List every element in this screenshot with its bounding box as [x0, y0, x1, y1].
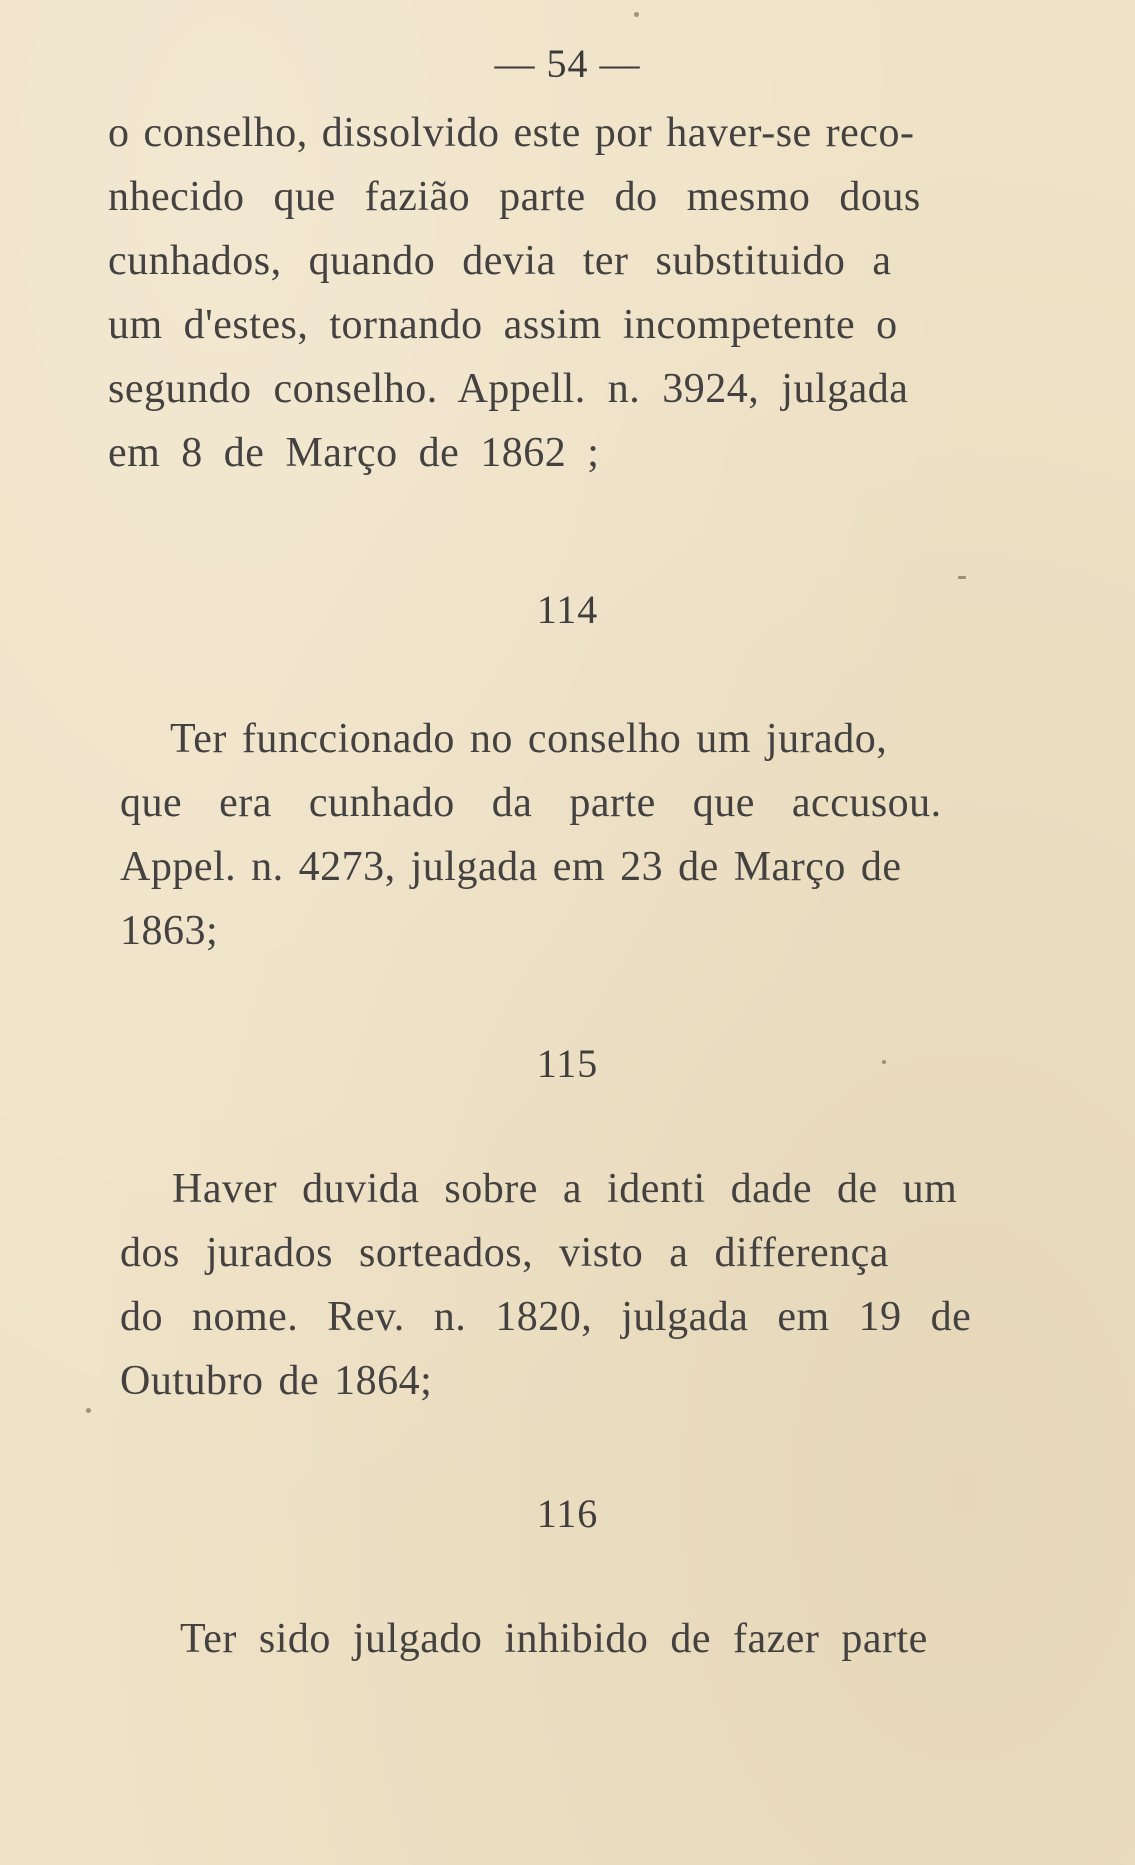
- paper-speck: [958, 576, 966, 579]
- text-line: que era cunhado da parte que accusou.: [120, 780, 942, 826]
- text-line: Outubro de 1864;: [120, 1358, 433, 1404]
- article-number: 114: [536, 587, 599, 632]
- article-number: 116: [536, 1491, 599, 1536]
- text-line: Ter sido julgado inhibido de fazer parte: [180, 1616, 928, 1662]
- article-number: 115: [536, 1041, 599, 1086]
- paper-speck: [86, 1408, 91, 1413]
- page-number: — 54 —: [494, 41, 641, 86]
- text-line: cunhados, quando devia ter substituido a: [108, 238, 892, 284]
- text-line: do nome. Rev. n. 1820, julgada em 19 de: [120, 1294, 972, 1340]
- text-line: Appel. n. 4273, julgada em 23 de Março de: [120, 844, 902, 890]
- text-line: um d'estes, tornando assim incompetente o: [108, 302, 898, 348]
- text-line: Ter funccionado no conselho um jurado,: [170, 716, 888, 762]
- text-line: nhecido que fazião parte do mesmo dous: [108, 174, 921, 220]
- text-line: dos jurados sorteados, visto a differença: [120, 1230, 889, 1276]
- paper-speck: [634, 12, 639, 17]
- text-line: Haver duvida sobre a identi dade de um: [172, 1166, 958, 1212]
- text-line: 1863;: [120, 908, 219, 954]
- text-line: o conselho, dissolvido este por haver-se reco-: [108, 110, 915, 156]
- paper-speck: [882, 1060, 886, 1064]
- text-line: segundo conselho. Appell. n. 3924, julgada: [108, 366, 909, 412]
- text-line: em 8 de Março de 1862 ;: [108, 430, 600, 476]
